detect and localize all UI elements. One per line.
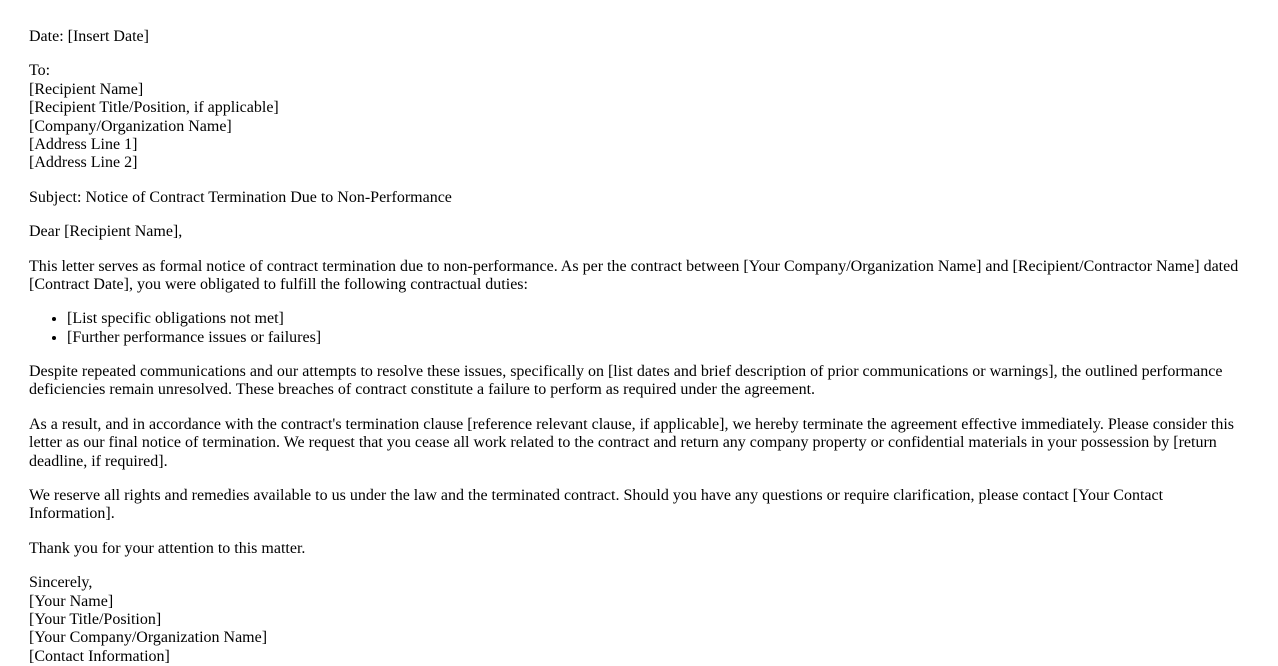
recipient-address-block-line: [Recipient Title/Position, if applicable] bbox=[29, 99, 279, 117]
recipient-address-block-line: [Address Line 1] bbox=[29, 135, 138, 153]
obligations-list bbox=[29, 310, 1246, 347]
date-line-line: Date: [Insert Date] bbox=[29, 28, 149, 45]
body-paragraph-termination bbox=[29, 416, 1246, 471]
recipient-address-block bbox=[29, 62, 1246, 172]
body-paragraph-breach bbox=[29, 363, 1246, 400]
recipient-address-block-line: [Company/Organization Name] bbox=[29, 117, 232, 135]
body-paragraph-termination-line: As a result, and in accordance with the contract's termination clause [reference relevant clause, if applicable], we hereby terminate the agreement effective immediately. Please consider this letter as our final notice of termination. We request that you cease all work related to the contract and return any company property or confidential materials in your possession by [return deadline, if required]. bbox=[29, 415, 1235, 470]
signature-block-line: Sincerely, bbox=[29, 574, 93, 592]
signature-block-line: [Your Title/Position] bbox=[29, 610, 162, 628]
salutation bbox=[29, 223, 1246, 241]
signature-block bbox=[29, 574, 1246, 666]
body-paragraph-intro-line: This letter serves as formal notice of contract termination due to non-performance. As per the contract between [Your Company/Organization Name] and [Recipient/Contractor Name] dated [Contract Date], you were obligated to fulfill the following contractual duties: bbox=[29, 257, 1239, 293]
subject-line bbox=[29, 189, 1246, 207]
list-item: • [List specific obligations not met] bbox=[67, 310, 1246, 328]
signature-block-line: [Your Name] bbox=[29, 592, 114, 610]
list-item: • [Further performance issues or failures] bbox=[67, 329, 1246, 347]
recipient-address-block-line: [Address Line 2] bbox=[29, 154, 138, 172]
body-paragraph-rights-line: We reserve all rights and remedies available to us under the law and the terminated contract. Should you have any questions or require clarification, please contact [Your Contact Information]. bbox=[29, 487, 1164, 523]
closing-thanks bbox=[29, 540, 1246, 558]
body-paragraph-rights bbox=[29, 487, 1246, 524]
date-line bbox=[29, 28, 1246, 46]
closing-thanks-line: Thank you for your attention to this matter. bbox=[29, 539, 306, 557]
signature-block-line: [Contact Information] bbox=[29, 647, 170, 665]
recipient-address-block-line: [Recipient Name] bbox=[29, 80, 144, 98]
recipient-address-block-line: To: bbox=[29, 62, 51, 80]
salutation-line: Dear [Recipient Name], bbox=[29, 223, 183, 241]
subject-line-line: Subject: Notice of Contract Termination Due to Non-Performance bbox=[29, 188, 452, 206]
body-paragraph-breach-line: Despite repeated communications and our attempts to resolve these issues, specifically on [list dates and brief description of prior communications or warnings], the outlined performance deficiencies remain unresolved. These breaches of contract constitute a failure to perform as required under the agreement. bbox=[29, 363, 1223, 399]
signature-block-line: [Your Company/Organization Name] bbox=[29, 629, 268, 647]
body-paragraph-intro bbox=[29, 258, 1246, 295]
